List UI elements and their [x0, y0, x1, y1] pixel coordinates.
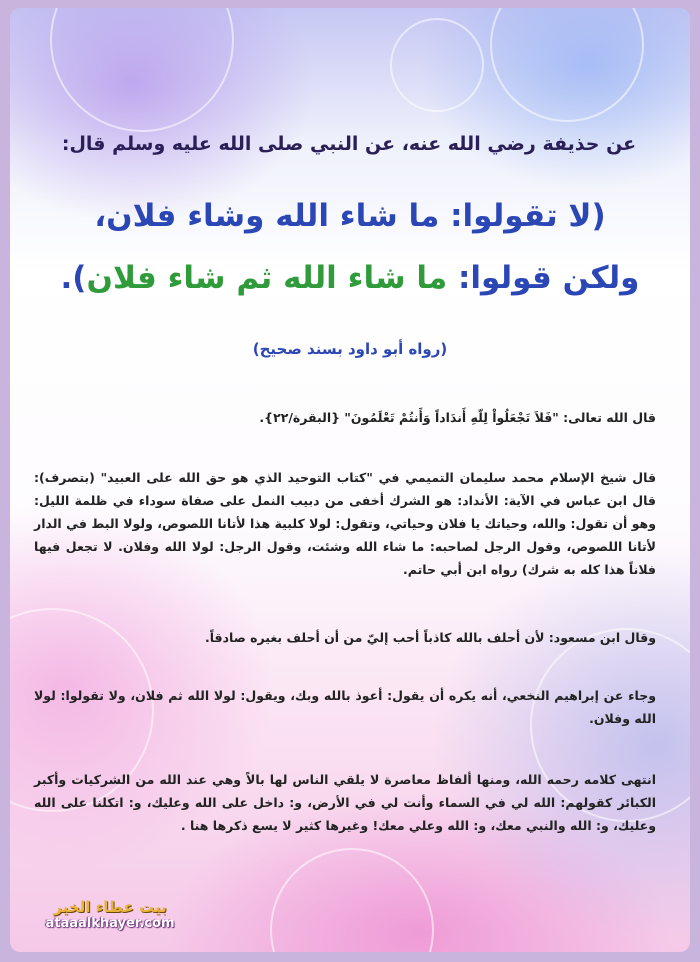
hadith-intro: عن حذيفة رضي الله عنه، عن النبي صلى الله عليه وسلم قال: [61, 133, 637, 155]
conclusion-paragraph: انتهى كلامه رحمه الله، ومنها ألفاظ معاصرة لا يلقي الناس لها بالاً وهي عند الله من الشركيات وأكبر الكبائر كقولهم: الله لي في السماء وأنت لي في الأرض، و: داخل على الله وعليك، و: اتكلنا على الله وعليك، و: الله والنبي معك، و: الله وعلي معك! وغيرها كثير لا يسع ذكرها هنا . [34, 772, 656, 833]
decorative-background [10, 8, 690, 952]
hadith-text-line-2 [30, 258, 670, 298]
commentary-paragraph: قال شيخ الإسلام محمد سليمان التميمي في "كتاب التوحيد الذي هو حق الله على العبيد" (بتصرف): قال ابن عباس في الآية: الأنداد: هو الشرك أخفى من دبيب النمل على صفاة سوداء في ظلمة الليل: وهو أن تقول: والله، وحياتك يا فلان وحياتي، وتقول: لولا كلبية هذا لأتانا اللصوص، ولولا البط في الدار لأتانا اللصوص، وقول الرجل لصاحبه: ما شاء الله وشئت، وقول الرجل: لولا الله وفلان. لا تجعل فيها فلاناً هذا كله به شرك) رواه ابن أبي حاتم. [34, 470, 656, 577]
hadith-line-2-end: ). [60, 260, 87, 296]
site-logo-arabic: بيت عطاء الخير [53, 898, 167, 916]
site-logo [30, 898, 190, 931]
quran-verse-paragraph: قال الله تعالى: "فَلاَ تَجْعَلُواْ لِلّهِ أَندَاداً وَأَنتُمْ تَعْلَمُونَ" {البقرة/٢٢}. [259, 410, 656, 425]
hadith-line-2-highlight: ما شاء الله ثم شاء فلان [86, 260, 448, 296]
site-url: ataaalkhayer.com [45, 916, 175, 931]
hadith-line-2-start: ولكن قولوا: [447, 260, 640, 296]
ibn-masud-paragraph: وقال ابن مسعود: لأن أحلف بالله كاذباً أحب إليّ من أن أحلف بغيره صادقاً. [204, 630, 656, 645]
nakhai-paragraph: وجاء عن إبراهيم النخعي، أنه يكره أن يقول: أعوذ بالله وبك، ويقول: لولا الله ثم فلان، ولا تقولوا: لولا الله وفلان. [34, 688, 656, 726]
hadith-source: (رواه أبو داود بسند صحيح) [252, 340, 448, 358]
hadith-text-line-1: (لا تقولوا: ما شاء الله وشاء فلان، [94, 198, 606, 234]
content-area [10, 8, 690, 952]
